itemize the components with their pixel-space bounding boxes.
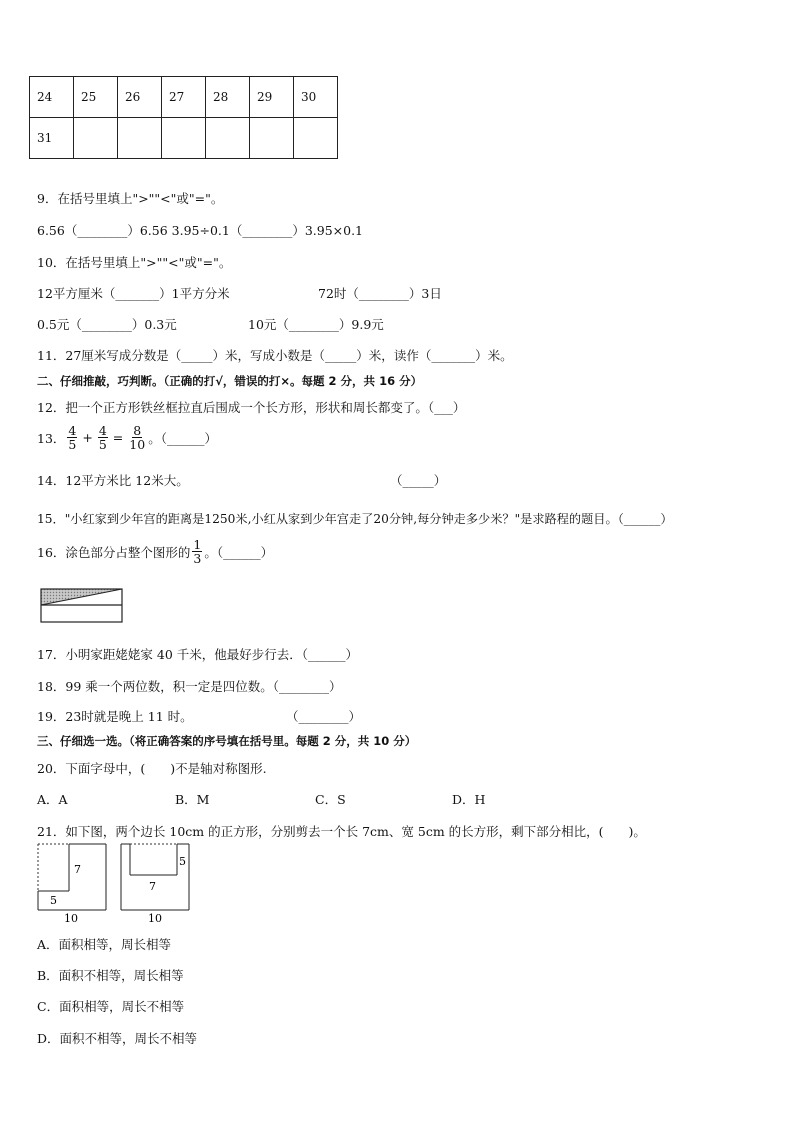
label-5: 5 <box>50 894 57 907</box>
question-10-line2b: 10元（________）9.9元 <box>248 317 384 332</box>
question-19-blank: （________） <box>286 709 362 724</box>
numerator: 4 <box>98 423 107 438</box>
question-10-line1a: 12平方厘米（_______）1平方分米 <box>37 286 230 301</box>
table-cell: 31 <box>30 118 74 159</box>
table-cell: 30 <box>294 77 338 118</box>
question-14-blank: （_____） <box>390 473 447 488</box>
question-9: 9．在括号里填上">""<"或"="。 <box>37 191 224 206</box>
option-c: C．面积相等，周长不相等 <box>37 999 185 1014</box>
label-7: 7 <box>149 880 156 893</box>
question-13 <box>37 424 217 451</box>
option-a: A．面积相等，周长相等 <box>37 937 172 952</box>
table-cell <box>206 118 250 159</box>
option-b: B．M <box>175 792 210 807</box>
label-7: 7 <box>74 863 81 876</box>
question-21: 21．如下图，两个边长 10cm 的正方形，分别剪去一个长 7cm、宽 5cm 的长方形，剩下部分相比，( )。 <box>37 824 646 839</box>
question-20: 20．下面字母中，( )不是轴对称图形. <box>37 761 267 776</box>
table-cell: 26 <box>118 77 162 118</box>
label-10: 10 <box>148 912 162 925</box>
question-10: 10．在括号里填上">""<"或"="。 <box>37 255 232 270</box>
table-row <box>30 118 338 159</box>
label-10: 10 <box>64 912 78 925</box>
question-16-lead: 16．涂色部分占整个图形的 <box>37 544 191 560</box>
denominator: 5 <box>68 437 77 453</box>
denominator: 3 <box>193 551 202 567</box>
question-18: 18．99 乘一个两位数，积一定是四位数。（________） <box>37 679 342 694</box>
section-3-heading: 三、仔细选一选。（将正确答案的序号填在括号里。每题 2 分，共 10 分） <box>37 734 417 748</box>
option-b: B．面积不相等，周长相等 <box>37 968 184 983</box>
table-cell <box>162 118 206 159</box>
question-17: 17．小明家距姥姥家 40 千米，他最好步行去．（______） <box>37 647 359 662</box>
denominator: 5 <box>98 437 107 453</box>
fraction <box>98 424 108 451</box>
table-cell: 29 <box>250 77 294 118</box>
table-cell: 28 <box>206 77 250 118</box>
question-10-line1b: 72时（________）3日 <box>318 286 442 301</box>
question-16-tail: 。（______） <box>204 544 274 560</box>
section-2-heading: 二、仔细推敲，巧判断。（正确的打√，错误的打×。每题 2 分，共 16 分） <box>37 374 423 388</box>
question-9-line: 6.56（________）6.56 3.95÷0.1（________）3.95×0.1 <box>37 223 364 238</box>
calendar-table <box>29 76 338 159</box>
table-cell: 24 <box>30 77 74 118</box>
numerator: 1 <box>193 537 202 552</box>
table-cell: 27 <box>162 77 206 118</box>
table-cell: 25 <box>74 77 118 118</box>
question-10-line2a: 0.5元（________）0.3元 <box>37 317 177 332</box>
option-c: C．S <box>315 792 346 807</box>
question-11: 11．27厘米写成分数是（_____）米，写成小数是（_____）米，读作（_______）米。 <box>37 348 513 363</box>
table-cell <box>74 118 118 159</box>
fraction <box>128 424 146 451</box>
question-16 <box>37 538 273 565</box>
numerator: 4 <box>68 423 77 438</box>
numerator: 8 <box>133 423 142 438</box>
plus-sign: + <box>82 430 93 446</box>
table-row <box>30 77 338 118</box>
squares-figure <box>36 842 196 926</box>
question-15: 15．"小红家到少年宫的距离是1250米,小红从家到少年宫走了20分钟,每分钟走多少米？"是求路程的题目。（______） <box>37 512 673 526</box>
question-14: 14．12平方米比 12米大。 <box>37 473 189 488</box>
fraction <box>192 538 202 565</box>
question-19: 19．23时就是晚上 11 时。 <box>37 709 193 724</box>
option-d: D．H <box>452 792 486 807</box>
fraction <box>67 424 77 451</box>
option-a: A．A <box>37 792 68 807</box>
question-12: 12．把一个正方形铁丝框拉直后围成一个长方形，形状和周长都变了。（___） <box>37 400 466 415</box>
option-d: D．面积不相等，周长不相等 <box>37 1031 198 1046</box>
label-5: 5 <box>179 855 186 868</box>
shaded-rectangle-figure <box>40 588 124 624</box>
denominator: 10 <box>129 437 146 453</box>
table-cell <box>118 118 162 159</box>
question-13-number: 13． <box>37 430 66 446</box>
equals-sign: = <box>112 430 124 446</box>
table-cell <box>294 118 338 159</box>
table-cell <box>250 118 294 159</box>
question-13-tail: 。（______） <box>148 430 217 446</box>
